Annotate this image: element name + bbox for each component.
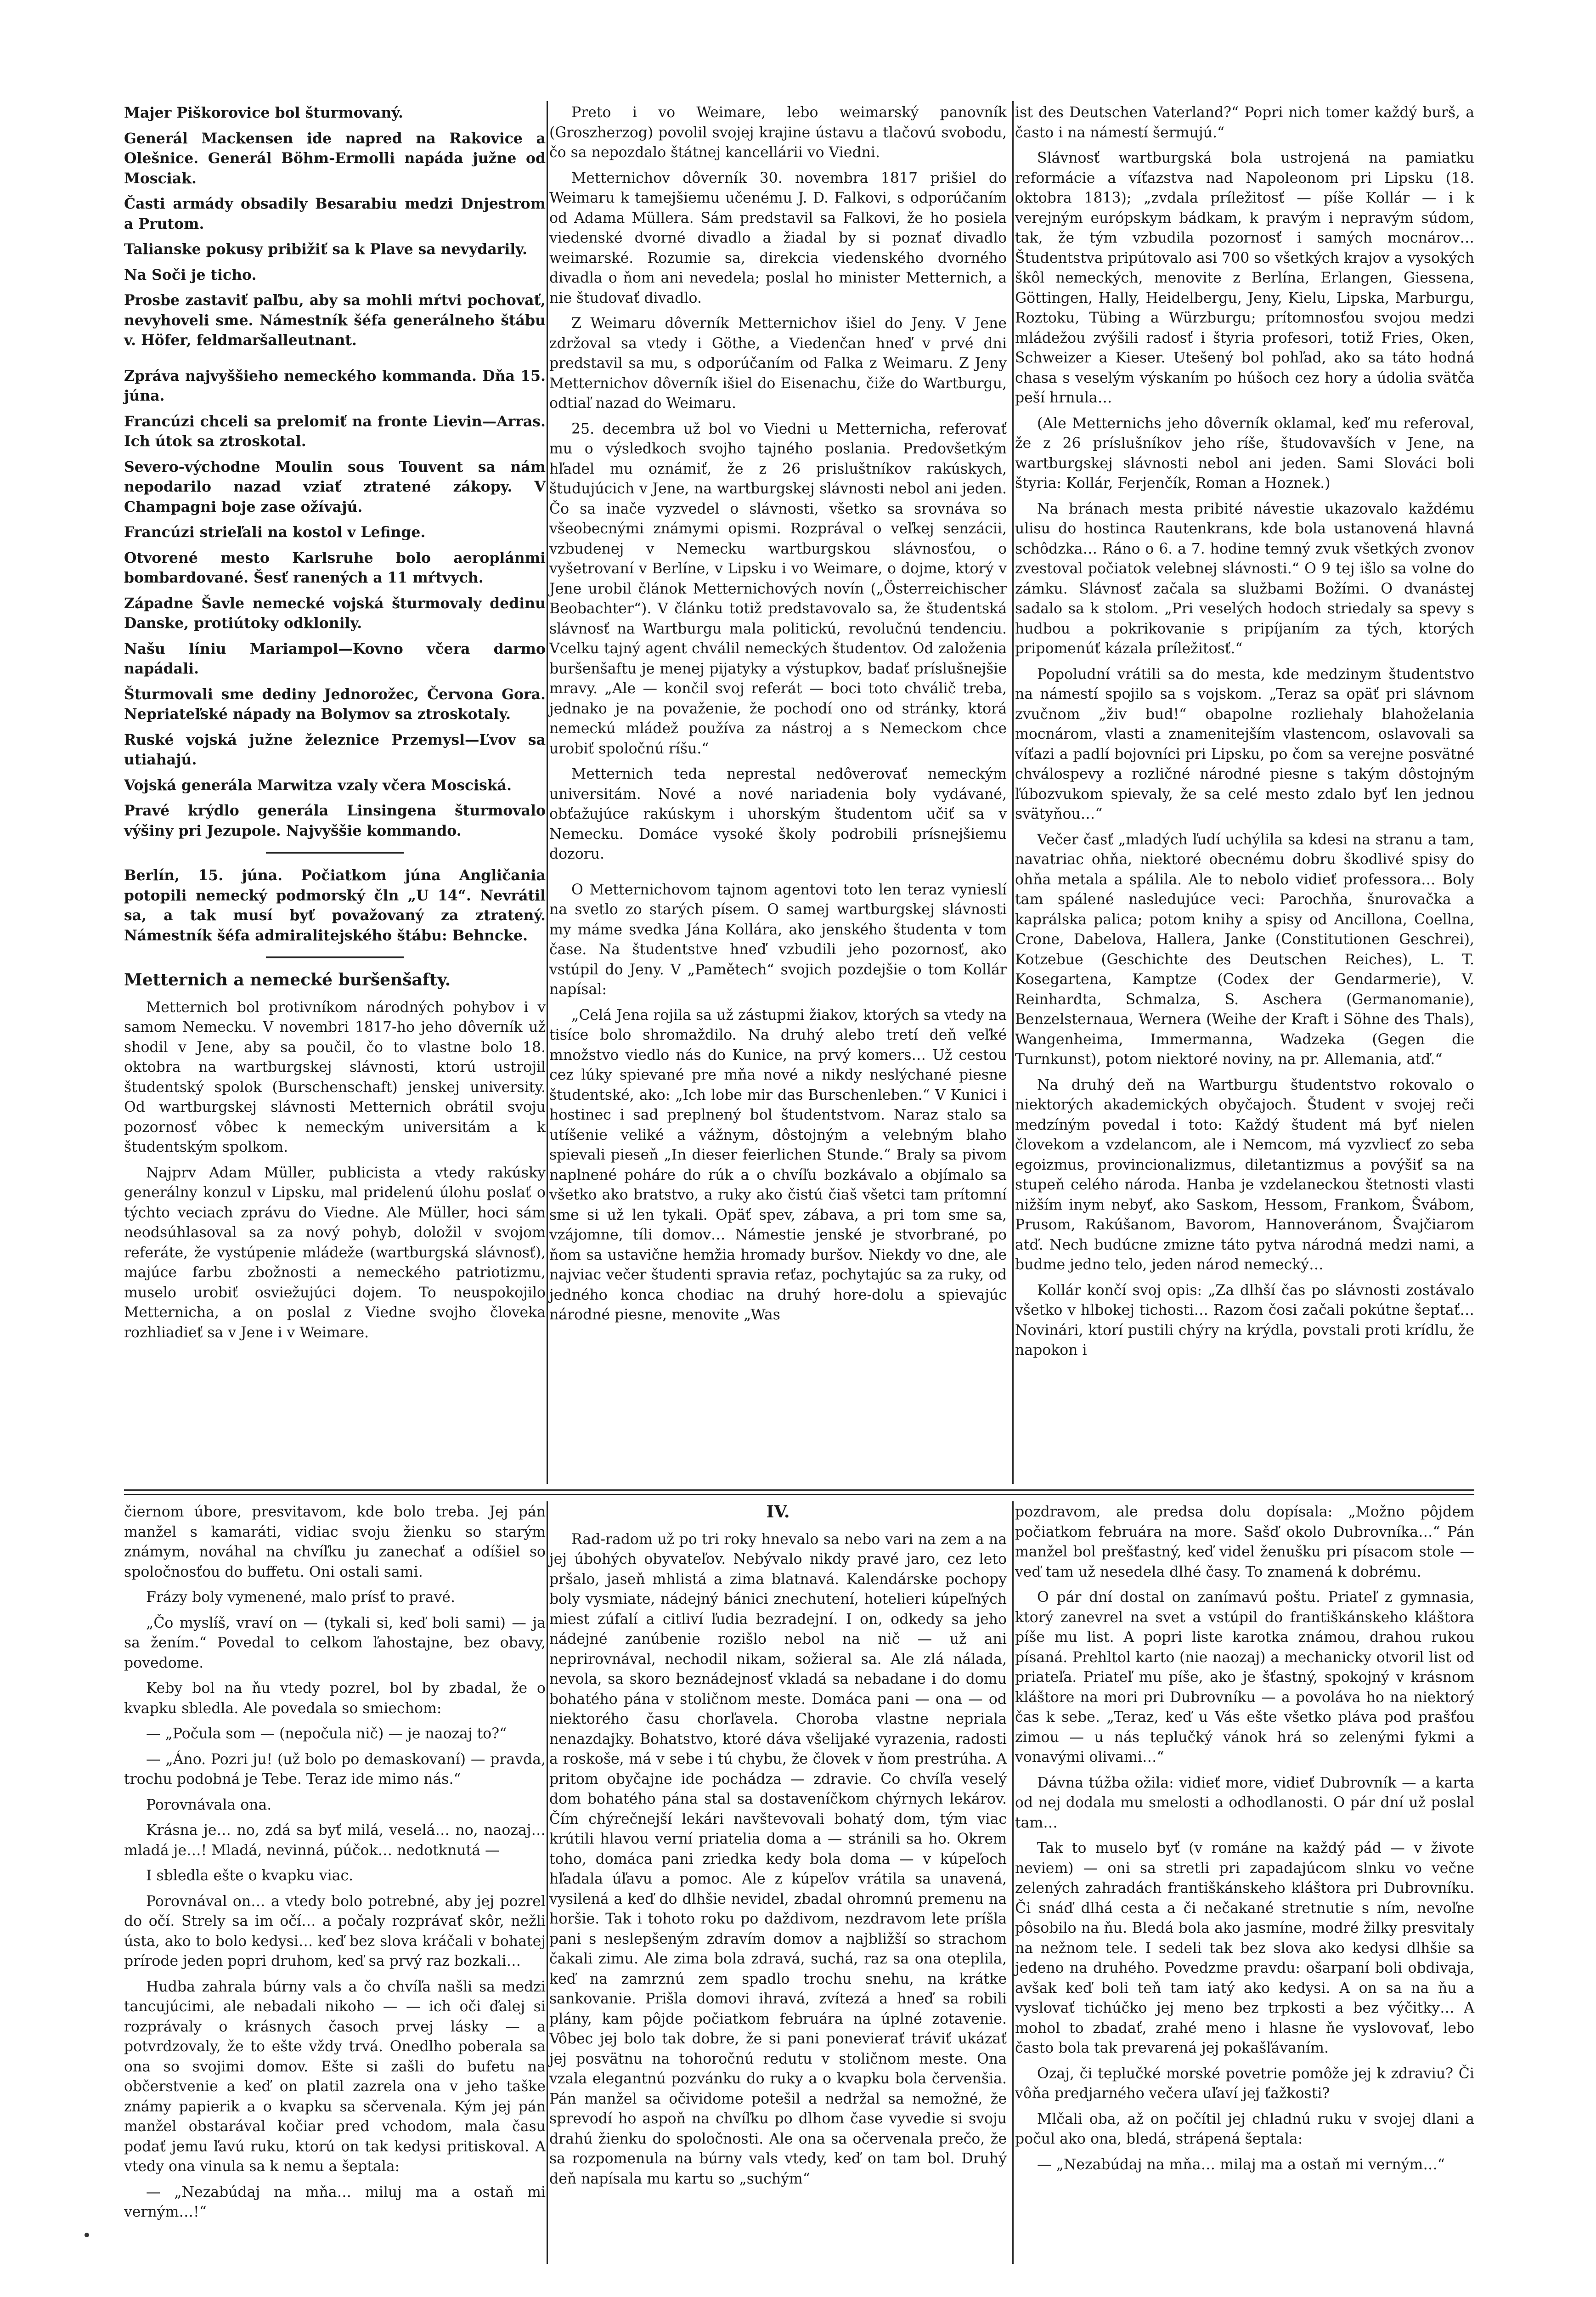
story-column-1 [124,1502,546,2228]
article-paragraph: Večer časť „mladých ľudí uchýlila sa kdesi na stranu a tam, navatriac ohňa, niektoré obecnému dobru škodlivé spisy do ohňa metala a spálila. Ale to nebolo vidieť professora… Boly tam spálené nasledujúce veci: Parochňa, šnurovačka a kaprálska palica; potom knihy a spisy od Ancillona, Coellna, Crone, Dabelova, Hallera, Janke (Constitutionen Geschrei), Kotzebue (Geschichte des Deutschen Reiches), L. T. Kosegartena, Kamptze (Codex der Gendarmerie), V. Reinhardta, Schmalza, S. Aschera (Germanomanie), Benzelsternaua, Wernera (Weihe der Kraft i Söhne des Thals), Wangenheima, Immermanna, Wadzeka (Gegen die Turnkunst), potom niektoré noviny, na pr. Allemania, atď.“ [1015,831,1474,1068]
section-divider [266,956,404,958]
article-paragraph: 25. decembra už bol vo Viedni u Metternicha, referovať mu o výsledkoch svojho tajného poslania. Predovšetkým hľadel mu oznámiť, že z 26 prisluštníkov rakúskych, študujúcich v Jene, na wartburgskej slávnosti nebol ani jeden. Čo sa inače vyzvedel o slávnosti, všetko sa srovnáva so všeobecnými známymi opismi. Rozprával o veľkej senzácii, vzbudenej v Nemecku wartburgskou slávnosťou, o vyšetrovaní v Berlíne, v Lipsku i vo Weimare, o dojme, ktorý v Jene urobil článok Metternichových novín („Österreichischer Beobachter“). V článku totiž predstavovalo sa, že študentská slávnosť na Wartburgu mala politickú, revolučnú tendenciu. Vcelku tajný agent chválil nemeckých študentov. Od založenia buršenšaftu je menej pijatyky a výstupkov, badať príslušnejšie mravy. „Ale — končil svoj referát — boci toto chválič treba, jednako je na považenie, že pochodí ono od stránky, ktorá nemeckú mládež používa za nástroj a s Nemeckom chce urobiť spoločnú ríšu.“ [549,420,1007,757]
article-paragraph: Preto i vo Weimare, lebo weimarský panovník (Groszherzog) povolil svojej krajine ústavu a tlačovú svobodu, čo sa nepozdalo štátnej kancellárii vo Viedni. [549,104,1007,161]
article-paragraph: Slávnosť wartburgská bola ustrojená na pamiatku reformácie a víťazstva nad Napoleonom pri Lipsku (18. oktobra 1813); „zvdala príležitosť — píše Kollár — i k verejným európskym bádkam, k pravým i nepravým súdom, tak, že tým vzbudila pozornosť i samých mocnárov… Študentstva pripútovalo asi 700 so všetkých krajov a vysokých škôl nemeckých, menovite z Berlína, Erlangen, Giessena, Göttingen, Hally, Heidelbergu, Jeny, Kielu, Lipska, Marburgu, Roztoku, Tübing a Würzburgu; prítomnosťou svojou medzi mládežou zvýšili radosť i štyria profesori, totiž Fries, Oken, Schweizer a Kieser. Utešený bol pohľad, ako sa táto hodná chasa s veselým výskaním po húšoch cez hory a údolia svätča peší hrnula… [1015,150,1474,406]
story-paragraph: Krásna je… no, zdá sa byť milá, veselá… no, naozaj… mladá je…! Mladá, nevinná, púčok… nedotknutá — [124,1822,546,1859]
war-news-paragraph: Otvorené mesto Karlsruhe bolo aeroplánmi bombardované. Šesť ranených a 11 mŕtvych. [124,549,546,586]
story-paragraph: Hudba zahrala búrny vals a čo chvíľa našli sa medzi tancujúcimi, ale nebadali nikoho — — ich oči ďalej si rozprávaly o krásnych časoch prvej lásky — a potvrdzovaly, že to ešte vždy trvá. Onedlho poberala sa ona so svojimi domov. Ešte si zašli do bufetu na občerstvenie a keď on platil zazrela ona v jeho taške známy papierik a o kvapku sa sčervenala. Kým jej pán manžel obstarával kočiar pred vchodom, mala času podať jemu ľavú ruku, ktorú on tak kedysi pritiskoval. A vtedy ona vinula sa k nemu a šeptala: [124,1978,546,2175]
story-paragraph: Rad-radom už po tri roky hnevalo sa nebo vari na zem a na jej úbohých obyvateľov. Nebývalo nikdy pravé jaro, cez leto pršalo, jaseň mhlistá a zima blatnavá. Kalendárske pochopy boly vysmiate, nádejný bánici znechutení, hotelieri kúpeľných miest zúfalí a citliví ľudia bezradejní. I on, odkedy sa jeho nádejné zanúbenie rozišlo nebol na nič — už ani neprirovnával, nechodil nikam, sožieral sa. Ale zlá nálada, nevola, sa skoro beznádejnosť vkladá sa nebadane i do domu bohatého pána v stoličnom meste. Domáca pani — ona — od niektorého času chorľavela. Choroba vlastne nepriala nenazdajky. Bohatstvo, ktoré dáva všelijaké vyrazenia, radosti a roskoše, má v sebe i tú chybu, že človek v ňom prestrúha. A pritom obyčajne ide pochádza — zdravie. Co chvíľa veselý dom bohatého pána stal sa dostaveníčkom chýrnych lekárov. Čím chýrečnejší lekári navštevovali bohatý dom, tým viac krútili hlavou verní priatelia doma a — stránili sa ho. Okrem toho, domáca pani zriedka kedy bola doma — v kúpeľoch hľadala úľavu a pomoc. Ale z kúpeľov vrátila sa unavená, vysilená a keď do dlhšie nevidel, zbadal ohromnú premenu na horšie. Tak i tohoto roku po daždivom, nezdravom lete príšla pani s neslepšeným zdravím domov a najbližší so strachom čakali zimu. Ale zima bola zdravá, suchá, raz sa ona oteplila, keď na zamrznú zem spadlo trochu snehu, na krátke sankovanie. Prišla domovi ihravá, zvítezá a hneď sa robili plány, kam pôjde počiatkom februára na úplné zotavenie. Vôbec jej bolo tak dobre, že si pani ponevierať tráviť ukázať jej posvätnu na tohoročnú redutu v stoličnom meste. Ona vzala elegantnú pozvánku do ruky a o kvapku bola červenšia. Pán manžel sa očividome potešil a nedržal sa nemožné, že sprevodí ho aspoň na chvíľku po dlhom čase vyvedie si svoju drahú žienku do spoločnosti. Ale ona sa očervenala prečo, že sa rozpomenula na búrny vals vtedy, keď on tam bol. Druhý deň napísala mu kartu so „suchým“ [549,1531,1007,2187]
story-paragraph: pozdravom, ale predsa dolu dopísala: „Možno pôjdem počiatkom februára na more. Sašď okolo Dubrovníka…“ Pán manžel bol prešťastný, keď videl ženušku pri písacom stole — veď tam už nesedela dlhé časy. To znamená k dobrému. [1015,1504,1474,1580]
war-news-paragraph: Severo-východne Moulin sous Touvent sa nám nepodarilo nazad vziať ztratené zákopy. V Champagni boje zase ožívajú. [124,458,546,515]
story-paragraph: Dávna túžba ožila: vidieť more, vidieť Dubrovník — a karta od nej dodala mu smelosti a odhodlanosti. O pár dní už poslal tam… [1015,1774,1474,1831]
story-paragraph: Porovnával on… a vtedy bolo potrebné, aby jej pozrel do očí. Strely sa im očí… a počaly rozprávať skôr, nežli ústa, ako to bolo kedysi… keď bez slova kráčali v bohatej prírode jeden popri druhom, keď sa prvý raz bozkali… [124,1893,546,1969]
section-divider [266,852,404,854]
article-paragraph: „Celá Jena rojila sa už zástupmi žiakov, ktorých sa vtedy na tisíce bolo shromaždilo. Na druhý alebo tretí deň veľké množstvo viedlo nás do Kunice, na prvý komers… Už cestou cez lúky spievané pre mňa nové a nikdy neslýchané piesne študentské, ako: „Ich lobe mir das Burschenleben.“ V Kunici i hostinec i sad preplnený bol študentstvom. Naraz stalo sa utíšenie veliké a vážnym, dôstojným a velebným blaho spievali pieseň „In dieser feierlichen Stunde.“ Braly sa pivom naplnené poháre do rúk a o chvíľu bozkávalo a objímalo sa všetko ako bratstvo, a ruky ako čistú čiaš všetci tam prítomní sme si už len tykali. Opäť spev, zábava, a pri tom sme sa, vzájomne, tíli domov… Námestie jenské je stvorbrané, po ňom sa ustavične hemžia hromady buršov. Niekdy vo dne, ale najviac večer študenti spravia reťaz, pochytajúc sa za ruky, od jedného konca chodiac na druhý hore-dolu a spievajúc národné piesne, menovite „Was [549,1007,1007,1323]
war-news-paragraph: Ruské vojská južne železnice Przemysl—Ľvov sa utiahajú. [124,731,546,768]
metternich-column-3 [1015,103,1474,1366]
war-news-paragraph: Francúzi strieľali na kostol v Lefinge. [124,524,426,541]
column-rule [1012,1501,1014,2264]
story-paragraph: Frázy boly vymenené, malo prísť to pravé. [146,1589,456,1606]
war-news-paragraph: Prosbe zastaviť paľbu, aby sa mohli mŕtvi pochovať, nevyhoveli sme. Námestník šéfa generálneho štábu v. Höfer, feldmaršalleutnant. [124,292,546,349]
war-news-paragraph: Zpráva najvyššieho nemeckého kommanda. Dňa 15. júna. [124,367,546,404]
column-rule [547,101,548,1484]
page-mark [85,2233,89,2237]
article-paragraph: Na druhý deň na Wartburgu študentstvo rokovalo o niektorých akademických obyčajoch. Študent v svojej reči medzíným povedal i toto: Každý študent má byť nielen človekom a vzdelancom, ale i Nemcom, má vyzvliecť zo seba egoizmus, provincionalizmus, diletantizmus a povýšiť sa na stupeň celého národa. Hanba je vzdelaneckou štetnosti vlasti nižším inym nebyť, ako Saskom, Hessom, Frankom, Švábom, Prusom, Rakúšanom, Bavorom, Hannoveránom, Švajčiarom atď. Nech budúcne zmizne táto pytva národná medzi nami, a budme jedno telo, jeden národ nemecký… [1015,1076,1474,1273]
story-paragraph: Tak to muselo byť (v románe na každý pád — v živote neviem) — oni sa stretli pri zapadajúcom slnku vo večne zelených zahradách františkánskeho kláštora pri Dubrovníku. Či snáď dlhá cesta a či nečakané stretnutie s ním, nevoľne pôsobilo na ňu. Bledá bola ako jasmíne, modré žilky presvitaly na nežnom tele. I sedeli tak bez slova ako kedysi dlhšie sa jedeno na druhého. Povedzme pravdu: ošarpaní boli obdivaja, avšak keď boli teň tam iatý ako kedysi. A on sa na ňu a vyslovať tichúčko jej meno bez trpkosti a bez výčitky… A mohol to zbadať, zrahé meno i hlasne ňe vyslovovať, lebo často bola tak prevarená jej pokašľávaním. [1015,1840,1474,2056]
article-paragraph: Z Weimaru dôverník Metternichov išiel do Jeny. V Jene zdržoval sa vtedy i Göthe, a Viedenčan hneď v prvé dni predstavil sa mu, s odporúčaním od Falka z Weimaru. Z Jeny Metternichov dôverník išiel do Eisenachu, čiže do Wartburgu, odtiaľ nazad do Weimaru. [549,315,1007,412]
story-paragraph: „Čo myslíš, vraví on — (tykali si, keď boli sami) — ja sa žením.“ Povedal to celkom ľahostajne, bez obavy, povedome. [124,1614,546,1671]
war-news-paragraph: Majer Piškorovice bol šturmovaný. [124,104,403,121]
story-paragraph: — „Nezabúdaj na mňa… milaj ma a ostaň mi verným…“ [1037,2156,1445,2173]
article-paragraph: ist des Deutschen Vaterland?“ Popri nich tomer každý burš, a často i na námestí šermujú.“ [1015,104,1474,141]
story-paragraph: Keby bol na ňu vtedy pozrel, bol by zbadal, že o kvapku sbledla. Ale povedala so smiechom: [124,1680,546,1717]
war-news-column [124,103,546,1348]
story-paragraph: Ozaj, či teplučké morské povetrie pomôže jej k zdraviu? Či vôňa predjarného večera uľaví jej ťažkosti? [1015,2065,1474,2102]
column-rule [547,1501,548,2264]
story-section-number: IV. [766,1502,790,1522]
war-news-paragraph: Vojská generála Marwitza vzaly včera Mosciská. [124,776,512,794]
story-paragraph: — „Nezabúdaj na mňa… miluj ma a ostaň mi verným…!“ [124,2184,546,2220]
metternich-column-2 [549,103,1007,1331]
war-news-paragraph: Talianske pokusy pribižiť sa k Plave sa nevydarily. [124,241,527,258]
article-paragraph: (Ale Metternichs jeho dôverník oklamal, keď mu referoval, že z 26 príslušníkov jeho ríše, študovavších v Jene, na wartburgskej slávnosti nebol ani jeden. Sami Slováci boli štyria: Kollár, Ferjenčík, Roman a Hoznek.) [1015,415,1474,492]
war-news-paragraph: Západne Šavle nemecké vojská šturmovaly dedinu Danske, protiútoky odklonily. [124,594,546,632]
war-news-paragraph: Generál Mackensen ide napred na Rakovice a Olešnice. Generál Böhm-Ermolli napáda južne od Mosciak. [124,130,546,187]
article-paragraph: Popoludní vrátili sa do mesta, kde medzinym študentstvo na námestí spojilo sa s vojskom. „Teraz sa opäť pri slávnom zvučnom „živ bud!“ obapolne rozliehaly blahoželania mocnárom, vlasti a znamenitejším vlastencom, oslavovali sa víťazi a padlí bojovníci pri Lipsku, po čom sa verejne posvätné chválospevy a rozličné národné piesne s takým dôstojným ľúbozvukom spievaly, že sa celé mesto zdalo byť len jednou svätyňou…“ [1015,666,1474,822]
war-news-paragraph: Francúzi chceli sa prelomiť na fronte Lievin—Arras. Ich útok sa ztroskotal. [124,413,546,450]
column-rule [1012,101,1014,1484]
story-column-3 [1015,1502,1474,2180]
feuilleton-divider [124,1489,1474,1491]
article-paragraph: Metternich bol protivníkom národných pohybov i v samom Nemecku. V novembri 1817-ho jeho dôverník už shodil v Jene, aby sa poučil, čo to vlastne bolo 18. oktobra na wartburgskej slávnosti, ktorú ustrojil študentský spolok (Burschenschaft) jenskej university. Od wartburgskej slávnosti Metternich obrátil svoju pozornosť vôbec k nemeckým universitám a k študentským spolkom. [124,999,546,1155]
war-news-paragraph: Na Soči je ticho. [124,266,257,283]
war-news-paragraph: Časti armády obsadily Besarabiu medzi Dnjestrom a Prutom. [124,195,546,232]
story-paragraph: Porovnávala ona. [146,1796,272,1813]
war-news-paragraph: Šturmovali sme dediny Jednorožec, Červona Gora. Nepriateľské nápady na Bolymov sa ztroskotaly. [124,685,546,723]
story-paragraph: I sbledla ešte o kvapku viac. [146,1867,354,1884]
story-paragraph: O pár dní dostal on zanímavú poštu. Priateľ z gymnasia, ktorý zanevrel na svet a vstúpil do františkánskeho kláštora píše mu list. A popri liste karotka známou, drahou rukou písaná. Prehltol karto (nie naozaj) a mechanicky otvoril list od priateľa. Priateľ mu píše, ako je šťastný, spokojný v krásnom kláštore na mori pri Dubrovníku — a povoláva ho na niektorý čas k sebe. „Teraz, keď u Vás ešte všetko pláva pod prašťou zimou — u nás teplučký vánok hrá so zelenými fykmi a vonavými olivami…“ [1015,1589,1474,1765]
war-news-paragraph: Pravé krýdlo generála Linsingena šturmovalo výšiny pri Jezupole. Najvyššie kommando. [124,802,546,839]
story-paragraph: čiernom úbore, presvitavom, kde bolo treba. Jej pán manžel s kamaráti, vidiac svoju žienku so starým známym, nováhal na chvíľku ju zanechať a odíšiel so spoločnosťou do buffetu. Oni ostali sami. [124,1504,546,1580]
article-paragraph: Metternichov dôverník 30. novembra 1817 prišiel do Weimaru k tamejšiemu učenému J. D. Falkovi, s odporúčaním od Adama Müllera. Sám predstavil sa Falkovi, že ho posiela viedenské dvorné divadlo a žiadal by si poznať divadlo weimarské. Rozumie sa, direkcia viedenského dvorného divadla o ňom ani nevedela; poslal ho minister Metternich, a nie študovať divadlo. [549,170,1007,306]
article-paragraph: Kollár končí svoj opis: „Za dlhší čas po slávnosti zostávalo všetko v hlbokej tichosti… Razom čosi začali pokútne šeptať… Novinári, ktorí pustili chýry na krýdla, povstali proti krídlu, že napokon i [1015,1282,1474,1358]
article-paragraph: Najprv Adam Müller, publicista a vtedy rakúsky generálny konzul v Lipsku, mal pridelenú úlohu poslať o týchto veciach zprávu do Viedne. Ale Müller, hoci sám neodsúhlasoval sa za nový pohyb, doložil v svojom referáte, že vystúpenie mládeže (wartburgská slávnosť), majúce farbu zbožnosti a nemeckého patriotizmu, muselo urobiť osviežujúci dojem. To neuspokojilo Metternicha, a on poslal z Viedne svojho človeka rozhliadieť sa v Jene i v Weimare. [124,1164,546,1341]
story-paragraph: — „Počula som — (nepočula nič) — je naozaj to?“ [146,1726,507,1742]
feuilleton-divider [124,1494,1474,1495]
story-paragraph: Mlčali oba, až on počítil jej chladnú ruku v svojej dlani a počul ako ona, bledá, strápená šeptala: [1015,2110,1474,2147]
war-news-paragraph: Našu líniu Mariampol—Kovno včera darmo napádali. [124,640,546,677]
article-title: Metternich a nemecké buršenšafty. [124,970,451,990]
article-paragraph: O Metternichovom tajnom agentovi toto len teraz vynieslí na svetlo zo starých písem. O samej wartburgskej slávnosti my máme svedka Jána Kollára, ako jenského študenta v tom čase. Na študentstve hneď vzbudili jeho pozornosť, ako vstúpil do Jeny. V „Pamětech“ svojich pozdejšie o tom Kollár napísal: [549,881,1007,998]
story-column-2 [549,1502,1007,2195]
story-paragraph: — „Áno. Pozri ju! (už bolo po demaskovaní) — pravda, trochu podobná je Tebe. Teraz ide mimo nás.“ [124,1751,546,1788]
article-paragraph: Metternich teda neprestal nedôverovať nemeckým universitám. Nové a nové nariadenia boly vydávané, obťažujúce rakúskym i uhorským študentom učiť sa v Nemecku. Domáce vysoké školy podrobili prísnejšiemu dozoru. [549,766,1007,862]
article-paragraph: Na bránach mesta pribité návestie ukazovalo každému ulisu do hostinca Rautenkrans, kde bola ustanovená hlavná schôdzka… Ráno o 6. a 7. hodine temný zvuk všetkých zvonov zvestoval počiatok velebnej slávnosti.“ O 9 tej išlo sa volne do zámku. Slávnosť začala sa službami Božími. O dvanástej sadalo sa k stolom. „Pri veselých hodoch striedaly sa spevy s hudbou a pokrikovanie s pripíjaním za tých, ktorých pripomenúť kázala príležitosť.“ [1015,500,1474,657]
war-news-paragraph: Berlín, 15. júna. Počiatkom júna Angličania potopili nemecký podmorský čln „U 14“. Nevrátil sa, a tak musí byť považovaný za ztratený. Námestník šéfa admiralitejského štábu: Behncke. [124,867,546,944]
